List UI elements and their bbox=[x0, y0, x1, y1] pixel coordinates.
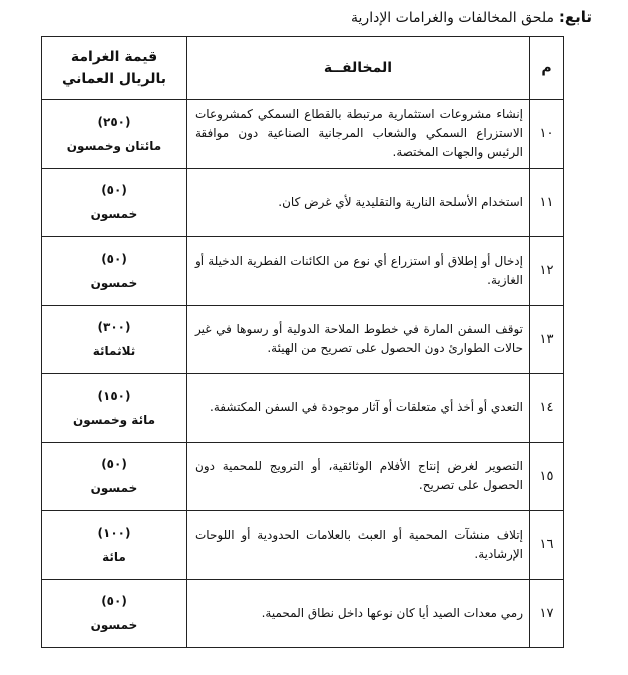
header-fine-line2: بالريال العماني bbox=[61, 71, 167, 87]
table-row bbox=[42, 374, 564, 443]
fines-table bbox=[41, 36, 564, 648]
row-violation: إنشاء مشروعات استثمارية مرتبطة بالقطاع السمكي كمشروعات الاستزراع السمكي والشعاب المرجانية الصناعية دون موافقة الرئيس والجهات المختصة. bbox=[187, 100, 530, 169]
row-violation: رمي معدات الصيد أيا كان نوعها داخل نطاق المحمية. bbox=[187, 579, 530, 648]
fine-amount: (٥٠) bbox=[101, 594, 127, 609]
row-fine bbox=[42, 168, 187, 237]
table-row bbox=[42, 511, 564, 580]
header-fine-line1: قيمة الغرامة bbox=[70, 49, 158, 65]
fine-words: مائتان وخمسون bbox=[66, 138, 162, 153]
fine-amount: (١٥٠) bbox=[97, 388, 131, 403]
fine-words: مائة وخمسون bbox=[72, 412, 156, 427]
row-fine bbox=[42, 579, 187, 648]
row-number: ١٤ bbox=[530, 374, 564, 443]
fine-words: خمسون bbox=[90, 618, 138, 633]
fine-words: ثلاثمائة bbox=[92, 344, 136, 359]
row-number: ١٥ bbox=[530, 442, 564, 511]
page-title-lead: تابع: bbox=[558, 8, 592, 26]
row-fine bbox=[42, 100, 187, 169]
row-fine bbox=[42, 442, 187, 511]
fine-words: مائة bbox=[102, 549, 126, 564]
row-violation: استخدام الأسلحة النارية والتقليدية لأي غرض كان. bbox=[187, 168, 530, 237]
row-number: ١٧ bbox=[530, 579, 564, 648]
fine-amount: (٥٠) bbox=[101, 457, 127, 472]
table-row bbox=[42, 237, 564, 306]
row-number: ١١ bbox=[530, 168, 564, 237]
row-number: ١٦ bbox=[530, 511, 564, 580]
row-fine bbox=[42, 237, 187, 306]
row-number: ١٠ bbox=[530, 100, 564, 169]
fine-words: خمسون bbox=[90, 275, 138, 290]
header-violation: المخالفــة bbox=[187, 37, 530, 100]
table-header-row bbox=[42, 37, 564, 100]
row-fine bbox=[42, 511, 187, 580]
header-fine bbox=[42, 37, 187, 100]
header-number: م bbox=[530, 37, 564, 100]
row-violation: توقف السفن المارة في خطوط الملاحة الدولية أو رسوها في غير حالات الطوارئ دون الحصول على تصريح من الهيئة. bbox=[187, 305, 530, 374]
page-title-text: ملحق المخالفات والغرامات الإدارية bbox=[351, 10, 554, 26]
fine-amount: (١٠٠) bbox=[97, 525, 131, 540]
row-number: ١٣ bbox=[530, 305, 564, 374]
page-title bbox=[20, 8, 592, 27]
row-violation: إتلاف منشآت المحمية أو العبث بالعلامات الحدودية أو اللوحات الإرشادية. bbox=[187, 511, 530, 580]
row-fine bbox=[42, 374, 187, 443]
row-violation: التصوير لغرض إنتاج الأفلام الوثائقية، أو الترويج للمحمية دون الحصول على تصريح. bbox=[187, 442, 530, 511]
table-row bbox=[42, 168, 564, 237]
row-violation: التعدي أو أخذ أي متعلقات أو آثار موجودة في السفن المكتشفة. bbox=[187, 374, 530, 443]
table-row bbox=[42, 579, 564, 648]
fine-amount: (٥٠) bbox=[101, 183, 127, 198]
fine-amount: (٣٠٠) bbox=[97, 320, 131, 335]
table-row bbox=[42, 442, 564, 511]
fine-words: خمسون bbox=[90, 481, 138, 496]
table-row bbox=[42, 305, 564, 374]
fine-amount: (٥٠) bbox=[101, 251, 127, 266]
row-violation: إدخال أو إطلاق أو استزراع أي نوع من الكائنات الفطرية الدخيلة أو الغازية. bbox=[187, 237, 530, 306]
fine-amount: (٢٥٠) bbox=[97, 114, 131, 129]
fine-words: خمسون bbox=[90, 207, 138, 222]
row-fine bbox=[42, 305, 187, 374]
row-number: ١٢ bbox=[530, 237, 564, 306]
table-row bbox=[42, 100, 564, 169]
